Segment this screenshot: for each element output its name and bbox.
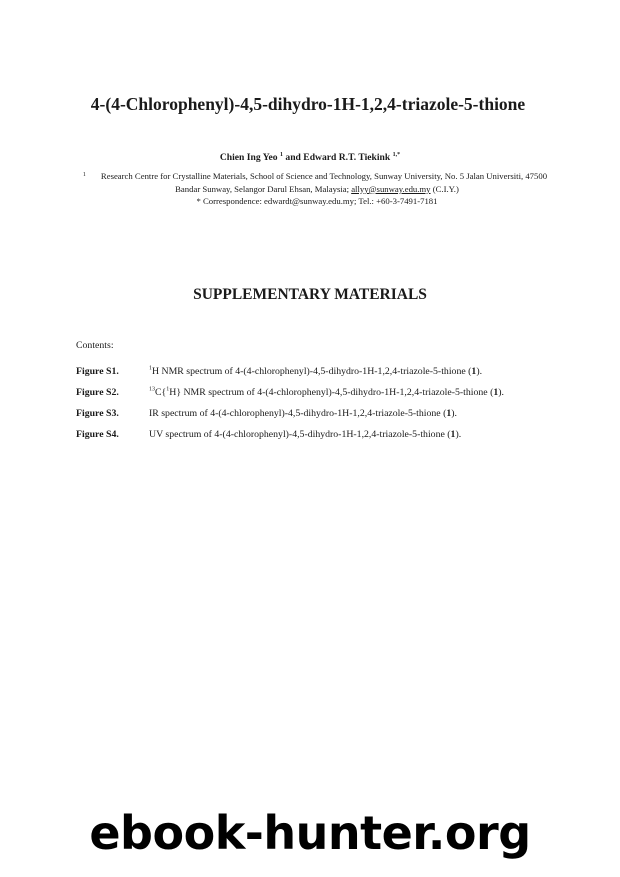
supplementary-heading: SUPPLEMENTARY MATERIALS — [193, 286, 427, 303]
figure-label: Figure S2. — [76, 387, 119, 398]
figure-list-item — [76, 366, 482, 377]
author-email-link[interactable]: allyy@sunway.edu.my — [351, 183, 431, 194]
watermark-text: ebook-hunter.org — [89, 806, 531, 860]
author-name: Chien Ing Yeo — [219, 152, 278, 163]
author-affiliation-mark: 1,* — [392, 151, 401, 158]
contents-label: Contents: — [76, 340, 114, 351]
figure-label: Figure S3. — [76, 408, 119, 419]
affiliation-entry — [82, 171, 548, 194]
affiliation-text: Research Centre for Crystalline Materials, School of Science and Technology, Sunway University, No. 5 Jalan Universiti, 47500 Bandar Sunway, Selangor Darul Ehsan, Malaysia; — [100, 171, 548, 194]
figure-list-item — [76, 387, 504, 398]
figure-label: Figure S1. — [76, 366, 119, 377]
paper-title: 4-(4-Chlorophenyl)-4,5-dihydro-1H-1,2,4-triazole-5-thione — [90, 94, 526, 114]
figure-description: $^{13}$C{$^1$H} NMR spectrum of 4-(4-chlorophenyl)-4,5-dihydro-1H-1,2,4-triazole-5-thione (1). — [149, 386, 504, 398]
figure-description: UV spectrum of 4-(4-chlorophenyl)-4,5-dihydro-1H-1,2,4-triazole-5-thione (1). — [149, 429, 462, 440]
author-line — [0, 152, 620, 163]
author-affiliation-mark: 1 — [280, 151, 284, 158]
figure-list-item — [76, 429, 461, 440]
affiliation-block — [82, 170, 552, 208]
author-connector: and — [285, 152, 301, 163]
figure-list-item — [76, 408, 457, 419]
author-name: Edward R.T. Tiekink — [303, 152, 391, 163]
affiliation-number: 1 — [82, 172, 86, 178]
figure-description: IR spectrum of 4-(4-chlorophenyl)-4,5-dihydro-1H-1,2,4-triazole-5-thione (1). — [149, 408, 457, 419]
email-initials: (C.I.Y.) — [432, 183, 459, 194]
correspondence-line: * Correspondence: edwardt@sunway.edu.my; Tel.: +60-3-7491-7181 — [196, 196, 438, 207]
figure-label: Figure S4. — [76, 429, 119, 440]
figure-description: $^1$H NMR spectrum of 4-(4-chlorophenyl)-4,5-dihydro-1H-1,2,4-triazole-5-thione (1). — [149, 365, 483, 377]
